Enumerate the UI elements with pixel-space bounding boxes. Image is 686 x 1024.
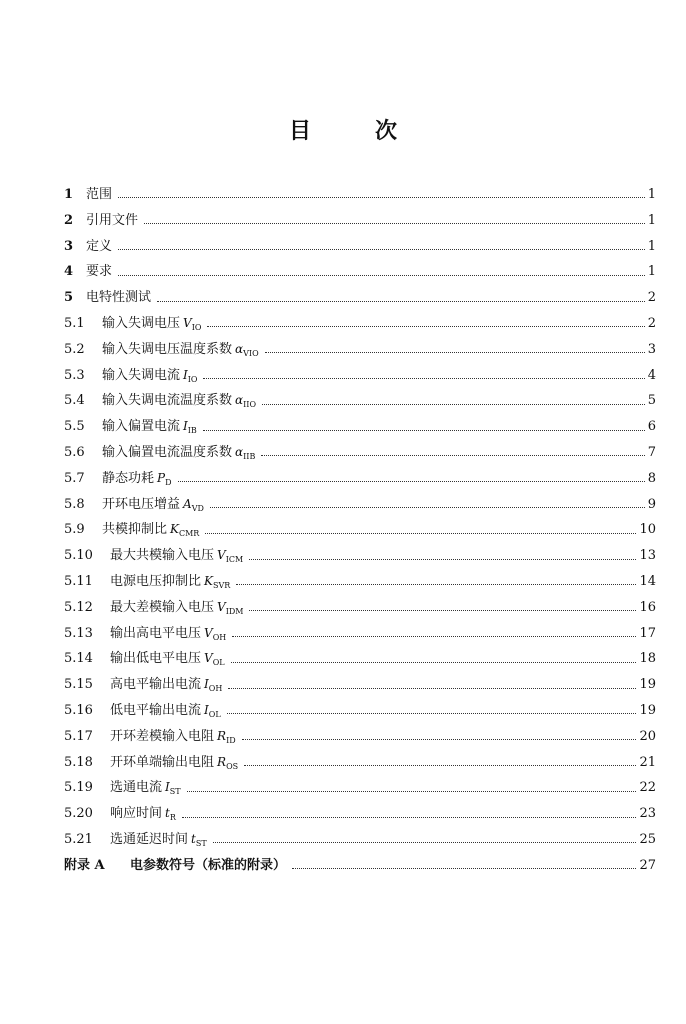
toc-entry[interactable]	[64, 493, 656, 519]
toc-entry-number: 2	[64, 212, 74, 228]
toc-entry-page-number: 17	[639, 625, 656, 641]
toc-entry-title: 引用文件	[86, 212, 139, 228]
symbol-subscript: IO	[187, 374, 198, 384]
toc-entry-symbol	[204, 574, 230, 590]
dot-leader	[262, 404, 645, 405]
toc-entry-symbol	[165, 780, 181, 796]
toc-entry-number: 5.13	[64, 625, 93, 641]
toc-entry-title: 最大差模输入电压	[110, 599, 215, 615]
symbol-base: I	[183, 367, 188, 382]
toc-entry-title: 选通电流	[110, 780, 163, 796]
title-char-left: 目	[288, 118, 311, 144]
toc-entry[interactable]	[64, 854, 656, 880]
toc-entry-symbol	[170, 522, 199, 538]
toc-entry-page-number: 3	[647, 341, 656, 357]
symbol-subscript: OS	[226, 761, 239, 771]
dot-leader	[118, 197, 645, 198]
toc-entry-symbol	[217, 600, 243, 616]
symbol-subscript: SVR	[212, 580, 231, 590]
toc-entry[interactable]	[64, 338, 656, 364]
toc-entry[interactable]	[64, 751, 656, 777]
toc-entry-page-number: 25	[639, 831, 656, 847]
toc-entry-title: 最大共模输入电压	[110, 548, 215, 564]
dot-leader	[178, 481, 645, 482]
toc-entry-number: 5.7	[64, 470, 85, 486]
symbol-base: I	[204, 677, 209, 692]
dot-leader	[118, 249, 645, 250]
toc-entry-number: 5.5	[64, 419, 85, 435]
symbol-subscript: VIO	[243, 348, 259, 358]
toc-entry-number: 5	[64, 290, 74, 306]
title-char-right: 次	[375, 118, 398, 144]
symbol-subscript: OH	[208, 684, 223, 694]
toc-entry-page-number: 8	[647, 470, 656, 486]
symbol-base: I	[204, 702, 209, 717]
toc-entry[interactable]	[64, 622, 656, 648]
toc-entry-symbol	[217, 755, 238, 771]
symbol-subscript: OH	[212, 632, 227, 642]
toc-entry-page-number: 19	[639, 702, 656, 718]
toc-entry-title: 电特性测试	[86, 290, 152, 306]
symbol-subscript: IIO	[243, 400, 257, 410]
toc-entry-symbol	[165, 806, 176, 822]
toc-entry-number: 3	[64, 238, 74, 254]
toc-entry-symbol	[235, 445, 255, 461]
symbol-base: V	[217, 548, 226, 563]
symbol-base: A	[183, 496, 192, 511]
toc-entry-number: 5.11	[64, 573, 93, 589]
toc-entry-page-number: 2	[647, 315, 656, 331]
toc-entry-number: 5.16	[64, 702, 93, 718]
symbol-subscript: IIB	[243, 451, 256, 461]
symbol-base: R	[217, 754, 227, 769]
toc-entry-number: 5.9	[64, 522, 85, 538]
toc-entry[interactable]	[64, 699, 656, 725]
dot-leader	[205, 533, 636, 534]
toc-entry[interactable]	[64, 467, 656, 493]
toc-entry-title: 输入失调电流	[102, 367, 181, 383]
symbol-base: V	[204, 625, 213, 640]
toc-entry-number: 5.19	[64, 780, 93, 796]
toc-entry-title: 响应时间	[110, 806, 163, 822]
toc-entry-title: 输入失调电流温度系数	[102, 393, 233, 409]
dot-leader	[157, 301, 645, 302]
symbol-subscript: IDM	[225, 606, 244, 616]
toc-entry-title: 电源电压抑制比	[110, 573, 202, 589]
symbol-base: K	[204, 573, 213, 588]
symbol-base: I	[183, 419, 188, 434]
toc-entry-symbol	[183, 419, 197, 435]
toc-entry-title: 输出高电平电压	[110, 625, 202, 641]
toc-entry-page-number: 21	[639, 754, 656, 770]
dot-leader	[292, 868, 636, 869]
toc-entry-title: 输入失调电压温度系数	[102, 341, 233, 357]
toc-entry-number: 5.15	[64, 677, 93, 693]
toc-entry[interactable]	[64, 673, 656, 699]
dot-leader	[182, 817, 637, 818]
toc-entry-symbol	[204, 651, 225, 667]
symbol-subscript: ID	[226, 735, 236, 745]
toc-entry-title: 开环电压增益	[102, 496, 181, 512]
toc-entry-number: 5.1	[64, 315, 85, 331]
toc-entry-title: 输入偏置电流温度系数	[102, 444, 233, 460]
dot-leader	[265, 352, 645, 353]
toc-entry-number: 5.12	[64, 599, 93, 615]
toc-entry[interactable]	[64, 364, 656, 390]
toc-entry-number: 附录 A	[64, 857, 105, 873]
symbol-subscript: OL	[208, 709, 221, 719]
dot-leader	[207, 326, 644, 327]
toc-entry-number: 5.3	[64, 367, 85, 383]
toc-entry[interactable]	[64, 802, 656, 828]
toc-entry-symbol	[191, 832, 207, 848]
toc-entry[interactable]	[64, 286, 656, 312]
toc-entry-page-number: 6	[647, 419, 656, 435]
toc-entry-symbol	[183, 497, 204, 513]
toc-entry[interactable]	[64, 235, 656, 261]
dot-leader	[232, 636, 636, 637]
toc-entry[interactable]	[64, 389, 656, 415]
symbol-base: V	[183, 315, 192, 330]
toc-entry-page-number: 13	[639, 548, 656, 564]
toc-entry-page-number: 1	[647, 187, 656, 202]
dot-leader	[242, 739, 637, 740]
toc-entry[interactable]	[64, 596, 656, 622]
toc-entry-symbol	[183, 368, 197, 384]
symbol-base: K	[170, 522, 179, 537]
toc-entry-number: 5.20	[64, 806, 93, 822]
toc-entry[interactable]	[64, 312, 656, 338]
dot-leader	[231, 662, 637, 663]
toc-entry-number: 5.21	[64, 831, 93, 847]
toc-entry-page-number: 20	[639, 728, 656, 744]
dot-leader	[203, 378, 644, 379]
toc-entry-page-number: 1	[647, 212, 656, 228]
dot-leader	[227, 713, 637, 714]
symbol-base: R	[217, 728, 227, 743]
toc-entry-page-number: 19	[639, 677, 656, 693]
toc-entry-symbol	[235, 342, 259, 358]
toc-entry-title: 选通延迟时间	[110, 831, 189, 847]
toc-entry-page-number: 1	[647, 264, 656, 280]
toc-entry-number: 5.8	[64, 496, 85, 512]
symbol-base: V	[204, 651, 213, 666]
toc-entry[interactable]	[64, 209, 656, 235]
toc-entry-title: 输入偏置电流	[102, 419, 181, 435]
toc-entry-page-number: 2	[647, 290, 656, 306]
dot-leader	[144, 223, 645, 224]
toc-entry[interactable]	[64, 570, 656, 596]
toc-entry[interactable]	[64, 647, 656, 673]
toc-entry-page-number: 4	[647, 367, 656, 383]
symbol-subscript: OL	[212, 658, 225, 668]
symbol-subscript: IB	[187, 426, 197, 436]
toc-entry[interactable]	[64, 544, 656, 570]
symbol-subscript: D	[165, 477, 172, 487]
dot-leader	[210, 507, 645, 508]
symbol-base: P	[157, 470, 166, 485]
symbol-base: α	[235, 393, 244, 408]
toc-entry-title: 静态功耗	[102, 470, 155, 486]
toc-entry-number: 5.14	[64, 651, 93, 667]
toc-entry-symbol	[204, 626, 226, 642]
symbol-base: α	[235, 341, 244, 356]
symbol-subscript: ST	[169, 787, 181, 797]
toc-entry[interactable]	[64, 415, 656, 441]
symbol-subscript: ICM	[225, 555, 244, 565]
symbol-base: t	[191, 831, 196, 846]
dot-leader	[244, 765, 636, 766]
toc-entry-number: 5.4	[64, 393, 85, 409]
toc-entry-symbol	[235, 393, 256, 409]
toc-entry-page-number: 1	[647, 238, 656, 254]
symbol-subscript: IO	[191, 322, 202, 332]
dot-leader	[249, 559, 636, 560]
dot-leader	[236, 584, 636, 585]
toc-entry-title: 共模抑制比	[102, 522, 168, 538]
symbol-subscript: R	[169, 813, 176, 823]
toc-entry-symbol	[204, 677, 222, 693]
toc-entry[interactable]	[64, 260, 656, 286]
toc-entry-title: 输出低电平电压	[110, 651, 202, 667]
toc-entry[interactable]	[64, 776, 656, 802]
toc-entry-title: 开环差模输入电阻	[110, 728, 215, 744]
toc-entry-page-number: 23	[639, 806, 656, 822]
toc-entry-page-number: 5	[647, 393, 656, 409]
symbol-base: V	[217, 599, 226, 614]
toc-entry-page-number: 18	[639, 651, 656, 667]
toc-entry-title: 要求	[86, 264, 113, 280]
toc-entry-number: 5.6	[64, 444, 85, 460]
toc-entry[interactable]	[64, 441, 656, 467]
toc-entry-page-number: 10	[639, 522, 656, 538]
dot-leader	[249, 610, 636, 611]
dot-leader	[187, 791, 637, 792]
toc-entry[interactable]	[64, 183, 656, 209]
dot-leader	[228, 688, 636, 689]
toc-entry-title: 范围	[86, 187, 113, 202]
dot-leader	[261, 455, 644, 456]
symbol-base: α	[235, 444, 244, 459]
toc-entry[interactable]	[64, 725, 656, 751]
toc-entry-number: 5.17	[64, 728, 93, 744]
symbol-base: I	[165, 780, 170, 795]
toc-entry-number: 1	[64, 187, 74, 202]
dot-leader	[118, 275, 645, 276]
toc-entry-number: 5.2	[64, 341, 85, 357]
symbol-subscript: VD	[191, 503, 204, 513]
table-of-contents	[64, 183, 656, 880]
toc-entry[interactable]	[64, 828, 656, 854]
symbol-base: t	[165, 806, 170, 821]
dot-leader	[213, 842, 637, 843]
toc-entry-page-number: 7	[647, 444, 656, 460]
page-title	[0, 114, 686, 145]
dot-leader	[203, 430, 645, 431]
toc-entry-title: 低电平输出电流	[110, 702, 202, 718]
toc-entry[interactable]	[64, 518, 656, 544]
symbol-subscript: ST	[195, 838, 207, 848]
toc-entry-page-number: 16	[639, 599, 656, 615]
toc-entry-number: 5.18	[64, 754, 93, 770]
toc-entry-symbol	[157, 471, 172, 487]
toc-entry-title: 开环单端输出电阻	[110, 754, 215, 770]
toc-entry-title: 高电平输出电流	[110, 677, 202, 693]
toc-entry-symbol	[217, 729, 236, 745]
toc-entry-page-number: 14	[639, 573, 656, 589]
toc-entry-symbol	[217, 548, 243, 564]
toc-entry-symbol	[204, 703, 221, 719]
toc-entry-page-number: 27	[639, 857, 656, 873]
toc-entry-number: 4	[64, 264, 74, 280]
toc-entry-number: 5.10	[64, 548, 93, 564]
toc-entry-symbol	[183, 316, 201, 332]
toc-entry-page-number: 9	[647, 496, 656, 512]
symbol-subscript: CMR	[178, 529, 200, 539]
toc-entry-page-number: 22	[639, 780, 656, 796]
toc-entry-title: 输入失调电压	[102, 315, 181, 331]
toc-entry-title: 定义	[86, 238, 113, 254]
toc-entry-title: 电参数符号（标准的附录）	[130, 857, 287, 873]
